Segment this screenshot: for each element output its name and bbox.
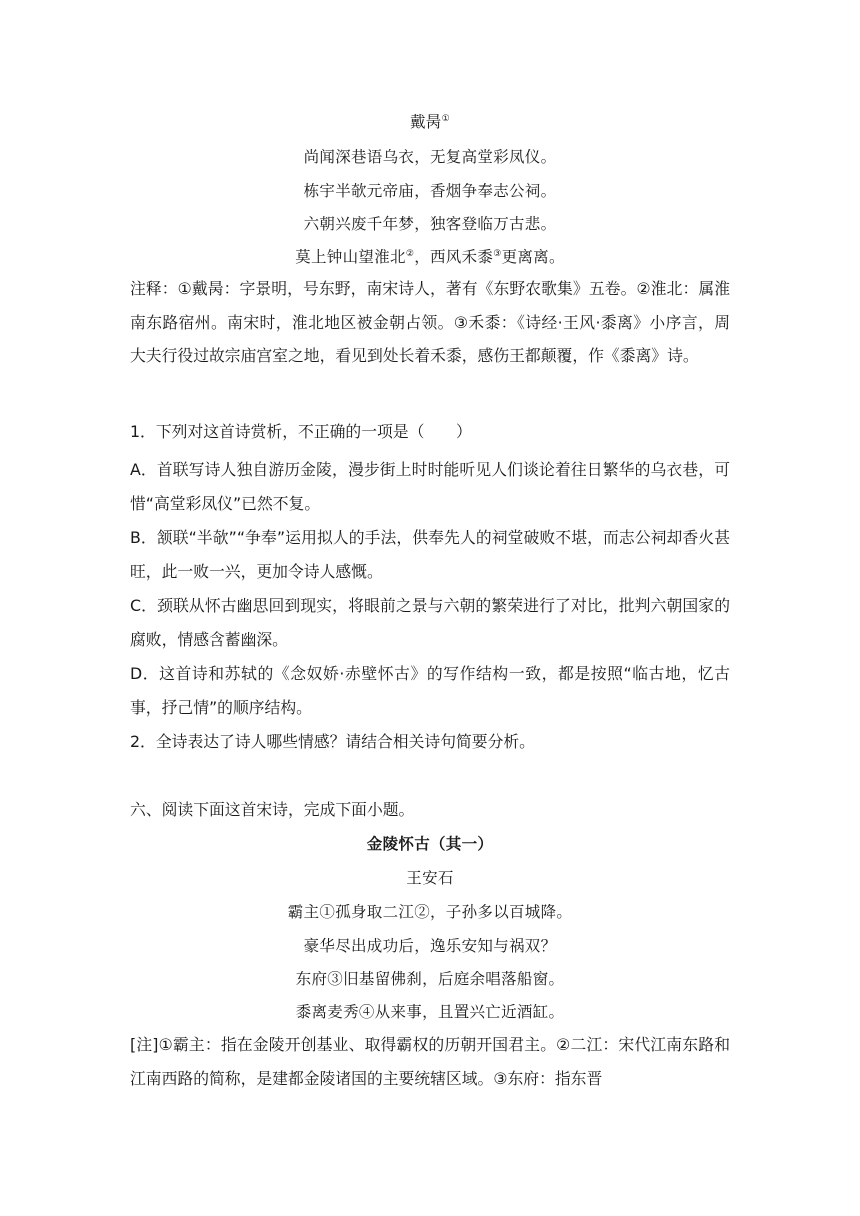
poem1-author-note-mark: ①	[441, 113, 450, 124]
poem1-line-2: 栋宇半欹元帝庙，香烟争奉志公祠。	[303, 182, 557, 200]
poem2-title: 金陵怀古（其一）	[366, 834, 494, 853]
poem2-line-4: 黍离麦秀④从来事，且置兴亡近酒缸。	[295, 1003, 565, 1021]
poem1-author-line	[130, 110, 730, 132]
poem1-line-4-part-a: 莫上钟山望淮北	[295, 248, 406, 266]
poem1-line-1: 尚闻深巷语乌衣，无复高堂彩凤仪。	[303, 148, 557, 166]
poem1-line-4-part-c: 更离离。	[501, 248, 565, 266]
poem1-line-4	[130, 245, 730, 267]
question-1-option-c: C．颈联从怀古幽思回到现实，将眼前之景与六朝的繁荣进行了对比，批判六朝国家的腐败，情感含蓄幽深。	[130, 596, 730, 649]
question-2: 2．全诗表达了诗人哪些情感？请结合相关诗句简要分析。	[130, 732, 535, 751]
poem2-line-2: 豪华尽出成功后，逸乐安知与祸双？	[303, 937, 557, 955]
poem1-line-4-part-b: ，西风禾黍	[414, 248, 494, 266]
poem1-notes: 注释：①戴昺：字景明，号东野，南宋诗人，著有《东野农歌集》五卷。②淮北：属淮南东路宿州。南宋时，淮北地区被金朝占领。③禾黍：《诗经·王风·黍离》小序言，周大夫行役过故宗庙宫室之地，看见到处长着禾黍，感伤王都颠覆，作《黍离》诗。	[130, 279, 730, 365]
question-1-option-d: D．这首诗和苏轼的《念奴娇·赤壁怀古》的写作结构一致，都是按照“临古地，忆古事，抒己情”的顺序结构。	[130, 664, 730, 717]
poem2-author: 王安石	[406, 869, 454, 887]
section-6-heading: 六、阅读下面这首宋诗，完成下面小题。	[130, 800, 415, 819]
poem1-author: 戴昺	[410, 113, 442, 131]
poem1-note-mark-2: ②	[405, 248, 415, 259]
question-1-option-a: A．首联写诗人独自游历金陵，漫步街上时时能听见人们谈论着往日繁华的乌衣巷，可惜“高堂彩凤仪”已然不复。	[130, 460, 730, 513]
question-1-stem: 1．下列对这首诗赏析，不正确的一项是（ ）	[130, 422, 472, 441]
poem1-line-3: 六朝兴废千年梦，独客登临万古悲。	[303, 215, 557, 233]
poem2-line-3: 东府③旧基留佛刹，后庭余唱落船窗。	[295, 970, 565, 988]
question-1-option-b: B．颔联“半欹”“争奉”运用拟人的手法，供奉先人的祠堂破败不堪，而志公祠却香火甚旺，此一败一兴，更加令诗人感慨。	[130, 528, 730, 581]
poem2-notes: [注]①霸主：指在金陵开创基业、取得霸权的历朝开国君主。②二江：宋代江南东路和江南西路的简称，是建都金陵诸国的主要统辖区域。③东府：指东晋	[130, 1035, 730, 1088]
poem1-note-mark-3: ③	[493, 248, 502, 259]
poem2-line-1: 霸主①孤身取二江②，子孙多以百城降。	[287, 903, 573, 921]
